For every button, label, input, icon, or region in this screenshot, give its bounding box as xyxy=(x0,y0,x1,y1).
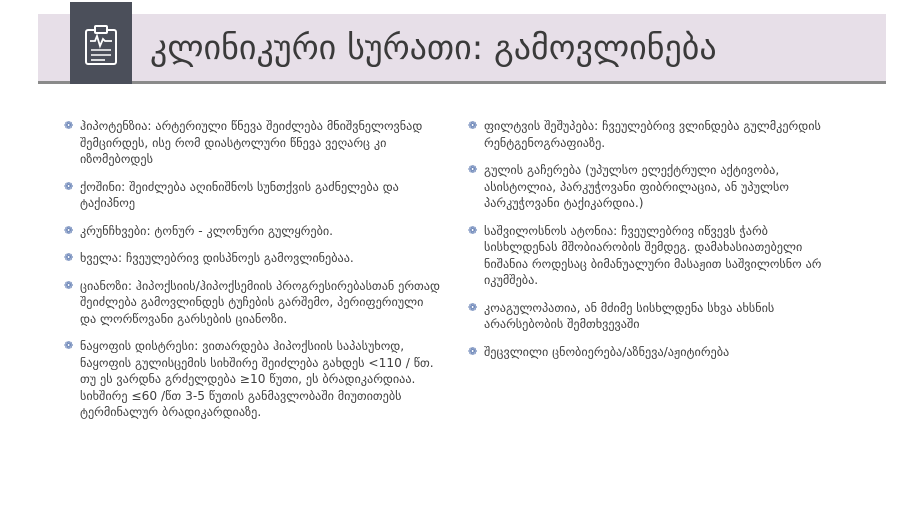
bullet-item xyxy=(64,278,442,328)
flower-bullet-icon: ❁ xyxy=(468,300,478,314)
bullet-item xyxy=(64,118,442,168)
bullet-text: ჰიპოტენზია: არტერიული წნევა შეიძლება მნიშვნელოვნად შემცირდეს, ისე რომ დიასტოლური წნევა ვეღარც კი იზომებოდეს xyxy=(80,119,423,166)
bullet-item xyxy=(468,300,828,333)
bullet-item xyxy=(64,223,442,240)
bullet-text: კრუნჩხვები: ტონურ - კლონური გულყრები. xyxy=(80,223,334,238)
slide-title: კლინიკური სურათი: გამოვლინება xyxy=(150,28,717,68)
bullet-item xyxy=(468,223,828,289)
bullet-item xyxy=(64,179,442,212)
flower-bullet-icon: ❁ xyxy=(64,223,74,237)
bullet-text: კოაგულოპათია, ან მძიმე სისხლდენა სხვა ახსნის არარსებობის შემთხვევაში xyxy=(484,300,775,331)
bullet-text: ხველა: ჩვეულებრივ დისპნოეს გამოვლინებაა. xyxy=(80,251,354,265)
bullet-item xyxy=(468,118,828,151)
icon-badge xyxy=(70,2,132,84)
bullet-item xyxy=(468,344,828,361)
flower-bullet-icon: ❁ xyxy=(64,251,74,264)
bullet-text: შეცვლილი ცნობიერება/აზნევა/აჟიტირება xyxy=(484,344,730,359)
bullet-text: ციანოზი: ჰიპოქსიის/ჰიპოქსემიის პროგრესირებასთან ერთად შეიძლება გამოვლინდეს ტუჩების გარშემო, პერიფერიული და ლორწოვანი გარსების ციანოზი. xyxy=(80,278,440,326)
flower-bullet-icon: ❁ xyxy=(64,119,74,132)
flower-bullet-icon: ❁ xyxy=(64,278,74,292)
bullet-text: ნაყოფის დისტრესი: ვითარდება ჰიპოქსიის საპასუხოდ, ნაყოფის გულისცემის სიხშირე შეიძლება გახდეს <110 / წთ. თუ ეს ვარდნა გრძელდება ≥10 წუთი, ეს ბრადიკარდიაა. სიხშირე ≤60 /წთ 3-5 წუთის განმავლობაში მიუთითებს ტერმინალურ ბრადიკარდიაზე. xyxy=(80,339,434,419)
bullet-item xyxy=(64,338,442,421)
flower-bullet-icon: ❁ xyxy=(468,344,478,358)
bullet-text: გულის გაჩერება (უპულსო ელექტრული აქტივობა, ასისტოლია, პარკუჭოვანი ფიბრილაცია, ან უპულსო პარკუჭოვანი ტაქიკარდია.) xyxy=(484,163,789,210)
flower-bullet-icon: ❁ xyxy=(468,119,478,132)
flower-bullet-icon: ❁ xyxy=(468,223,478,237)
left-column xyxy=(64,118,442,432)
flower-bullet-icon: ❁ xyxy=(64,339,74,352)
flower-bullet-icon: ❁ xyxy=(468,163,478,176)
bullet-item xyxy=(64,250,442,267)
bullet-text: საშვილოსნოს ატონია: ჩვეულებრივ იწვევს ჭარბ სისხლდენას მშობიარობის შემდეგ. დამახასიათებელი ნიშანია როდესაც ბიმანუალური მასაჟით საშვილოსნო არ იკუმშება. xyxy=(484,223,822,287)
bullet-text: ქოშინი: შეიძლება აღინიშნოს სუნთქვის გაძნელება და ტაქიპნოე xyxy=(80,179,399,210)
flower-bullet-icon: ❁ xyxy=(64,179,74,193)
bullet-text: ფილტვის შეშუპება: ჩვეულებრივ ვლინდება გულმკერდის რენტგენოგრაფიაზე. xyxy=(484,119,821,150)
bullet-item xyxy=(468,162,828,212)
right-column xyxy=(468,118,828,371)
